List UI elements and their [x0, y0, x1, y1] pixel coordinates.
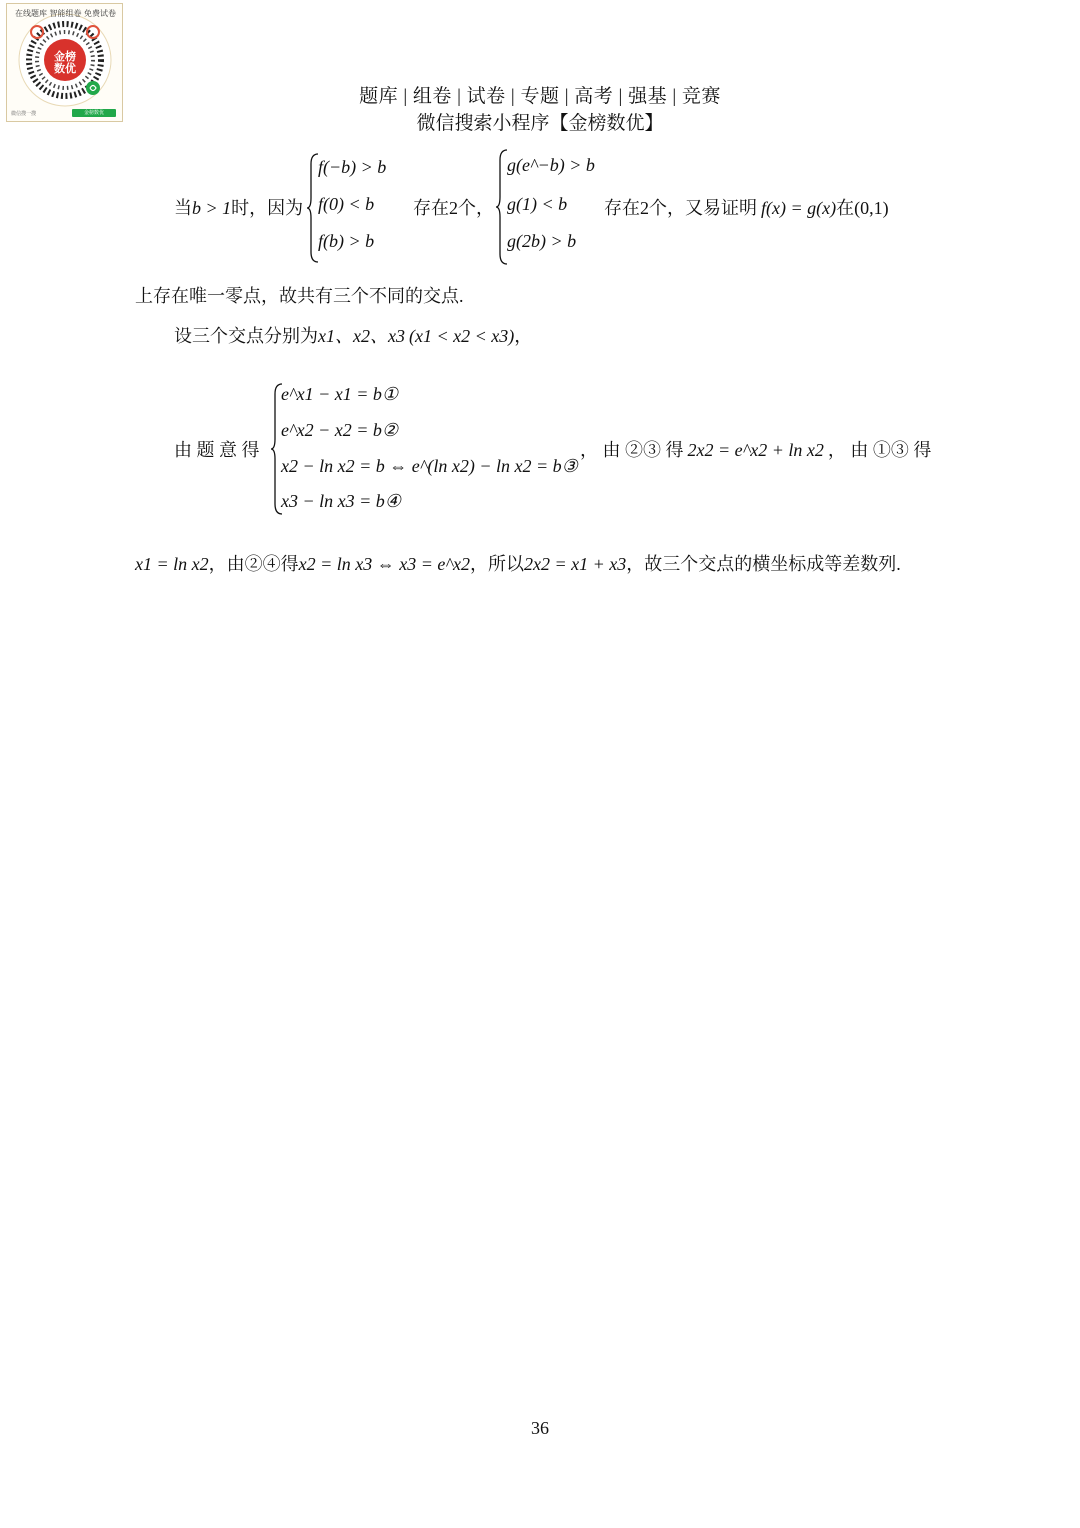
p4-end: ， 由 ①③ 得: [827, 440, 932, 460]
exists-two-a: 存在2个，: [413, 198, 494, 218]
p4-mid: ， 由 ②③ 得: [580, 440, 684, 460]
fx-eq-gx: f(x) = g(x): [761, 198, 837, 218]
paragraph-2: 上存在唯一零点，故共有三个不同的交点.: [135, 286, 464, 306]
interval: (0,1): [854, 198, 889, 218]
sys2-line3: g(2b) > b: [507, 231, 577, 251]
paragraph-3: [174, 322, 532, 348]
sys3-line4: x3 − ln x3 = b④: [281, 491, 401, 511]
p5-txt1: ，由②④得: [208, 554, 299, 574]
header-nav: 题库 | 组卷 | 试卷 | 专题 | 高考 | 强基 | 竞赛: [359, 86, 721, 107]
paragraph-5: [135, 550, 901, 576]
sys1-line1: f(−b) > b: [318, 157, 387, 177]
sys3-line3: x2 − ln x2 = b ⇔ e^(ln x2) − ln x2 = b③: [281, 456, 578, 476]
p1-lead: [174, 194, 303, 220]
p3-end: ，: [514, 326, 533, 346]
sys1-line3: f(b) > b: [318, 231, 375, 251]
p3-vars: x1、x2、x3: [318, 326, 405, 346]
page-number: 36: [531, 1418, 549, 1438]
p5-eq3: 2x2 = x1 + x3: [523, 554, 627, 574]
p4-tail: [580, 436, 931, 462]
p5-txt3: ，故三个交点的横坐标成等差数列.: [626, 554, 901, 574]
p1-b-gt-1: b > 1: [192, 198, 232, 218]
p4-lead: 由 题 意 得: [174, 440, 260, 460]
logo-hint-text: 微信搜一搜: [11, 111, 37, 117]
p3-order: (x1 < x2 < x3): [408, 326, 515, 346]
sys1-line2: f(0) < b: [318, 194, 375, 214]
sys3-line1: e^x1 − x1 = b①: [281, 384, 398, 404]
p5-eq2: x2 = ln x3 ⇔ x3 = e^x2: [298, 554, 470, 574]
p1-tail: [604, 194, 889, 220]
p3-lead: 设三个交点分别为: [174, 326, 318, 346]
p1-when: 当: [174, 198, 192, 218]
p4-eq: 2x2 = e^x2 + ln x2: [687, 440, 824, 460]
p5-eq1: x1 = ln x2: [135, 554, 209, 574]
exists-two-b: 存在2个，又易证明: [604, 198, 757, 218]
logo-center-text: 金榜数优: [54, 50, 76, 75]
p5-txt2: ，所以: [469, 554, 524, 574]
sys2-line1: g(e^−b) > b: [507, 155, 595, 175]
logo-top-text: 在线题库 智能组卷 免费试卷: [14, 9, 117, 18]
sys2-line2: g(1) < b: [507, 194, 568, 214]
p1-because: 时，因为: [231, 198, 304, 218]
sys3-line2: e^x2 − x2 = b②: [281, 420, 398, 440]
header-subtitle: 微信搜索小程序【金榜数优】: [416, 113, 664, 134]
logo-tag: 金榜数优: [72, 109, 116, 117]
on-text: 在: [836, 198, 855, 218]
